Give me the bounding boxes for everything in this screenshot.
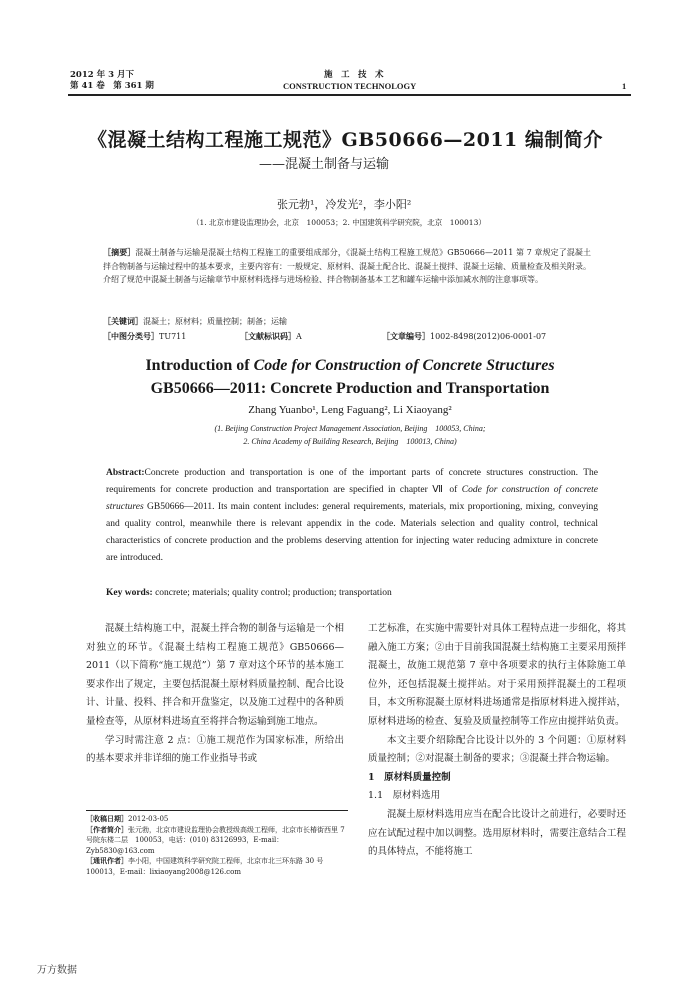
header-rule <box>68 94 631 96</box>
abstract-cn <box>103 246 591 287</box>
abstract-cn-text: 混凝土制备与运输是混凝土结构工程施工的重要组成部分，《混凝土结构工程施工规范》GB50666—2011 第 7 章规定了混凝土拌合物制备与运输过程中的基本要求，主要内容有：一般规定、原材料、混凝土配合比、混凝土搅拌、混凝土运输、质量检查及相关附录。介绍了规范中混凝土制备与运输章节中原材料选择与进场检验、拌合物制备基本工艺和罐车运输中添加减水剂的注意事项等。 <box>103 248 592 284</box>
footnote-author-text: 张元勃，北京市建设监理协会教授级高级工程师，北京市长椿街西里 7 号院东楼二层 100053，电话：(010) 83126993，E-mail：Zyb5830@163.com <box>86 825 345 855</box>
affiliation-en <box>70 422 630 448</box>
footnote-received <box>86 814 348 825</box>
body-left-column <box>86 620 344 769</box>
header-journal-cn: 施 工 技 术 <box>324 70 384 80</box>
title-en-line2: GB50666—2011: Concrete Production and Transportation <box>150 380 550 397</box>
affiliation-en-line1: (1. Beijing Construction Project Management Association, Beijing 100053, China; <box>214 424 486 433</box>
keywords-cn <box>103 316 287 327</box>
abstract-cn-label: ［摘要］ <box>103 247 136 257</box>
keywords-cn-label: ［关键词］ <box>103 316 143 326</box>
footnote-corresponding-label: ［通讯作者］ <box>86 856 128 865</box>
keywords-en-text: concrete; materials; quality control; production; transportation <box>155 588 392 598</box>
header-volume: 第 41 卷 第 361 期 <box>70 81 154 91</box>
abstract-en-part2: GB50666—2011. Its main content includes: general requirements, materials, mix proportioning, mixing, conveying and quality control, meanwhile there is relevant appendix in the code. Materials selection and quality control, technical characteristics of concrete production and the problems deserving attention for injecting water reducing admixture in concrete are introduced. <box>106 502 598 563</box>
footnote-corresponding-text: 李小阳，中国建筑科学研究院工程师，北京市北三环东路 30 号 100013，E-mail：lixiaoyang2008@126.com <box>86 857 331 876</box>
article-number-value: 1002-8498(2012)06-0001-07 <box>430 332 547 341</box>
title-en-code-name: Code for Construction of Concrete Structures <box>253 357 555 374</box>
body-left-paragraph-2: 学习时需注意 2 点：①施工规范作为国家标准，所给出的基本要求并非详细的施工作业指导书或 <box>86 734 344 765</box>
keywords-en-label: Key words: <box>106 588 153 598</box>
title-cn: 《混凝土结构工程施工规范》GB50666—2011 编制简介 <box>88 129 603 151</box>
title-en-prefix: Introduction of <box>145 357 254 374</box>
doc-code-value: A <box>296 332 302 341</box>
footnote-corresponding <box>86 856 348 877</box>
abstract-en-code-title: Code for construction of concrete structures <box>106 485 598 512</box>
authors-cn: 张元勃¹，冷发光²，李小阳² <box>277 198 412 211</box>
body-right-column <box>368 620 626 862</box>
footnote-author <box>86 825 348 857</box>
abstract-en-label: Abstract: <box>106 468 145 478</box>
clc-value: TU711 <box>159 332 187 341</box>
header-journal-en: CONSTRUCTION TECHNOLOGY <box>283 81 417 91</box>
subtitle-cn: ——混凝土制备与运输 <box>259 157 390 172</box>
body-right-paragraph-3: 混凝土原材料选用应当在配合比设计之前进行，必要时还应在试配过程中加以调整。选用原材料时，需要注意结合工程的具体特点，不能将施工 <box>368 808 626 858</box>
keywords-cn-text: 混凝土；原材料；质量控制；制备；运输 <box>143 317 287 326</box>
watermark: 万方数据 <box>37 965 77 976</box>
affiliation-cn: （1. 北京市建设监理协会，北京 100053；2. 中国建筑科学研究院，北京 100013） <box>192 218 486 227</box>
keywords-en <box>106 588 392 598</box>
footnote-received-label: ［收稿日期］ <box>86 814 128 823</box>
footnote-author-label: ［作者简介］ <box>86 824 128 834</box>
doc-code <box>240 331 302 342</box>
title-en-line1 <box>70 354 630 377</box>
footnote-received-date: 2012-03-05 <box>128 815 169 823</box>
clc-label: ［中图分类号］ <box>103 331 159 341</box>
article-number <box>382 331 546 342</box>
abstract-en-part1: Concrete production and transportation is one of the important parts of concrete structures construction. The requirements for concrete production and transportation are specified in chapter Ⅶ of <box>106 468 598 495</box>
footnote-rule <box>86 810 348 811</box>
clc-number <box>103 331 186 342</box>
authors-en: Zhang Yuanbo¹, Leng Faguang², Li Xiaoyang² <box>248 404 452 416</box>
footnotes <box>86 814 348 877</box>
header-date: 2012 年 3 月下 <box>70 70 134 80</box>
header-page-number: 1 <box>622 81 627 91</box>
abstract-en <box>106 465 598 567</box>
affiliation-en-line2: 2. China Academy of Building Research, Beijing 100013, China) <box>243 437 457 446</box>
body-left-paragraph-1: 混凝土结构施工中，混凝土拌合物的制备与运输是一个相对独立的环节。《混凝土结构工程施工规范》GB50666—2011（以下简称“施工规范”）第 7 章对这个环节的基本施工要求作出了规定，主要包括混凝土原材料质量控制、配合比设计、计量、投料、拌合和开盘鉴定，以及施工过程中的各种质量检查等，从原材料进场直至将拌合物运输到施工地点。 <box>86 623 344 727</box>
body-right-paragraph-1: 工艺标准，在实施中需要针对具体工程特点进一步细化，将其融入施工方案；②由于目前我国混凝土结构施工主要采用预拌混凝土，故施工规范第 7 章中各项要求的执行主体除施工单位外，还包括混凝土搅拌站。对于采用预拌混凝土的工程项目，本文所称混凝土原材料进场通常是指原材料进入搅拌站，原材料进场的检查、复验及质量控制等工作应由搅拌站负责。 <box>368 623 626 727</box>
article-number-label: ［文章编号］ <box>382 331 430 341</box>
title-en <box>70 354 630 400</box>
section-heading-1: 1 原材料质量控制 <box>368 771 451 783</box>
doc-code-label: ［文献标识码］ <box>240 331 296 341</box>
section-heading-1-1: 1.1 原材料选用 <box>368 790 441 802</box>
body-right-paragraph-2: 本文主要介绍除配合比设计以外的 3 个问题：①原材料质量控制；②对混凝土制备的要求；③混凝土拌合物运输。 <box>368 734 626 765</box>
